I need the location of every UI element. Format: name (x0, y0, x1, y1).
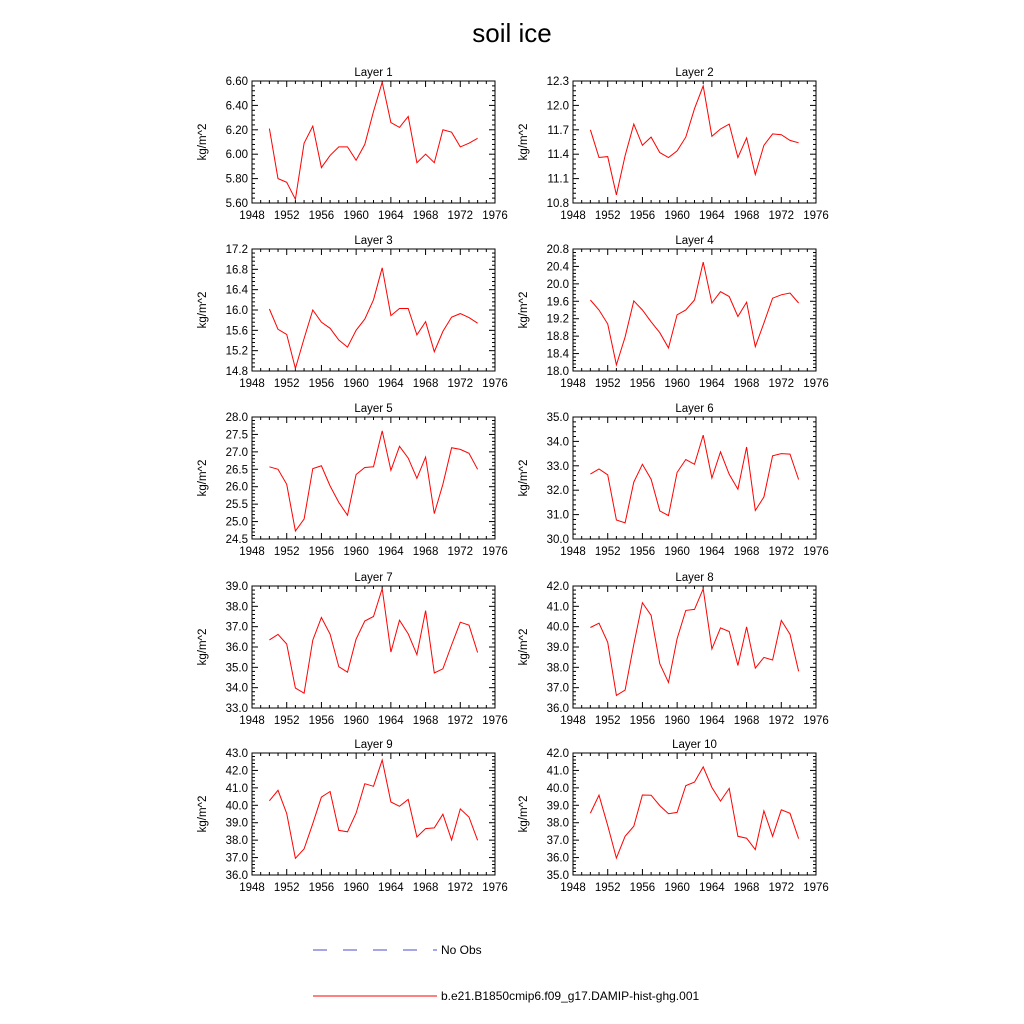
y-axis-label: kg/m^2 (197, 628, 209, 666)
y-tick-label: 20.4 (546, 261, 569, 274)
y-tick-label: 39.0 (546, 642, 569, 654)
x-tick-label: 1964 (699, 882, 725, 894)
y-tick-label: 38.0 (225, 601, 248, 614)
y-axis-label: kg/m^2 (518, 123, 530, 161)
y-tick-label: 39.0 (225, 581, 248, 593)
y-tick-label: 6.60 (225, 76, 248, 88)
x-tick-label: 1960 (664, 378, 690, 390)
y-axis-label: kg/m^2 (197, 123, 209, 161)
x-tick-label: 1952 (273, 378, 300, 390)
x-tick-label: 1972 (768, 882, 795, 894)
x-tick-label: 1968 (412, 715, 439, 727)
x-tick-label: 1968 (733, 546, 760, 558)
panel-layer-6 (518, 403, 829, 558)
series-line (590, 767, 798, 858)
x-tick-label: 1968 (733, 715, 760, 727)
y-tick-label: 35.0 (546, 870, 569, 882)
y-tick-label: 20.8 (546, 244, 569, 256)
x-tick-label: 1964 (699, 378, 725, 390)
x-tick-label: 1956 (629, 546, 656, 558)
x-tick-label: 1972 (447, 882, 474, 894)
y-tick-label: 34.0 (546, 436, 569, 449)
plot-frame (252, 586, 495, 708)
y-axis-label: kg/m^2 (197, 459, 209, 497)
panel-layer-7 (197, 572, 508, 727)
series-line (269, 268, 477, 369)
panel-layer-1 (197, 67, 508, 222)
x-tick-label: 1976 (482, 882, 508, 894)
y-tick-label: 28.0 (225, 412, 248, 424)
y-tick-label: 41.0 (546, 601, 569, 614)
y-tick-label: 6.20 (225, 124, 248, 137)
y-tick-label: 5.80 (225, 173, 248, 186)
panel-title: Layer 7 (354, 572, 393, 584)
legend-label-model: b.e21.B1850cmip6.f09_g17.DAMIP-hist-ghg.001 (441, 989, 700, 1003)
x-tick-label: 1972 (768, 546, 795, 558)
y-tick-label: 5.60 (225, 198, 248, 210)
x-tick-label: 1972 (447, 715, 474, 727)
x-tick-label: 1952 (594, 546, 621, 558)
y-tick-label: 38.0 (546, 817, 569, 830)
panel-title: Layer 10 (672, 739, 717, 751)
y-axis-label: kg/m^2 (518, 459, 530, 497)
y-tick-label: 12.3 (546, 76, 569, 88)
y-tick-label: 6.00 (225, 149, 248, 162)
y-tick-label: 26.5 (225, 464, 248, 477)
x-tick-label: 1956 (629, 715, 656, 727)
x-tick-label: 1952 (273, 546, 300, 558)
x-tick-label: 1960 (664, 210, 690, 222)
y-tick-label: 38.0 (546, 662, 569, 675)
y-tick-label: 19.6 (546, 296, 569, 309)
y-tick-label: 33.0 (225, 703, 248, 715)
panel-title: Layer 5 (354, 403, 393, 415)
x-tick-label: 1948 (239, 378, 265, 390)
x-tick-label: 1956 (308, 715, 335, 727)
y-tick-label: 40.0 (546, 782, 569, 795)
x-tick-label: 1964 (699, 715, 725, 727)
x-tick-label: 1948 (560, 882, 586, 894)
x-tick-label: 1952 (594, 378, 621, 390)
y-tick-label: 40.0 (225, 800, 248, 813)
x-tick-label: 1972 (768, 715, 795, 727)
panel-layer-3 (197, 235, 508, 390)
plot-frame (573, 586, 816, 708)
y-tick-label: 33.0 (546, 460, 569, 473)
x-tick-label: 1968 (412, 210, 439, 222)
x-tick-label: 1952 (594, 715, 621, 727)
x-tick-label: 1976 (482, 210, 508, 222)
plot-frame (252, 249, 495, 371)
y-axis-label: kg/m^2 (197, 291, 209, 329)
plot-frame (252, 417, 495, 539)
y-axis-label: kg/m^2 (518, 291, 530, 329)
x-tick-label: 1964 (378, 882, 404, 894)
x-tick-label: 1976 (803, 546, 829, 558)
y-tick-label: 15.6 (225, 325, 248, 338)
x-tick-label: 1960 (664, 715, 690, 727)
x-tick-label: 1956 (308, 378, 335, 390)
y-axis-label: kg/m^2 (518, 795, 530, 833)
y-tick-label: 38.0 (225, 835, 248, 848)
x-tick-label: 1968 (733, 882, 760, 894)
x-tick-label: 1952 (273, 882, 300, 894)
x-tick-label: 1976 (482, 715, 508, 727)
y-tick-label: 37.0 (546, 682, 569, 695)
y-tick-label: 25.0 (225, 516, 248, 529)
x-tick-label: 1948 (560, 378, 586, 390)
panel-title: Layer 3 (354, 235, 393, 247)
y-tick-label: 42.0 (546, 748, 569, 760)
x-tick-label: 1968 (733, 378, 760, 390)
series-line (590, 262, 798, 365)
x-tick-label: 1960 (664, 546, 690, 558)
x-tick-label: 1968 (412, 378, 439, 390)
x-tick-label: 1960 (343, 378, 369, 390)
x-tick-label: 1960 (343, 715, 369, 727)
y-tick-label: 12.0 (546, 100, 569, 113)
x-tick-label: 1948 (560, 210, 586, 222)
y-axis-label: kg/m^2 (197, 795, 209, 833)
x-tick-label: 1976 (482, 546, 508, 558)
x-tick-label: 1972 (447, 378, 474, 390)
x-tick-label: 1964 (378, 715, 404, 727)
y-tick-label: 36.0 (546, 703, 569, 715)
x-tick-label: 1952 (594, 882, 621, 894)
legend-label-no-obs: No Obs (441, 943, 482, 957)
series-line (590, 589, 798, 696)
x-tick-label: 1956 (308, 210, 335, 222)
x-tick-label: 1968 (733, 210, 760, 222)
y-tick-label: 30.0 (546, 534, 569, 546)
panels-group (197, 67, 829, 894)
y-tick-label: 15.2 (225, 345, 248, 358)
panel-layer-5 (197, 403, 508, 558)
y-tick-label: 36.0 (225, 642, 248, 654)
y-tick-label: 16.8 (225, 264, 248, 277)
x-tick-label: 1976 (803, 715, 829, 727)
series-line (269, 431, 477, 531)
y-tick-label: 42.0 (225, 765, 248, 778)
panel-layer-8 (518, 572, 829, 727)
y-tick-label: 37.0 (225, 621, 248, 634)
y-tick-label: 40.0 (546, 621, 569, 634)
x-tick-label: 1968 (412, 546, 439, 558)
x-tick-label: 1956 (629, 378, 656, 390)
y-tick-label: 10.8 (546, 198, 569, 210)
y-tick-label: 39.0 (225, 817, 248, 830)
panel-title: Layer 1 (354, 67, 393, 79)
x-tick-label: 1976 (803, 378, 829, 390)
plot-frame (573, 81, 816, 203)
y-tick-label: 35.0 (225, 662, 248, 675)
y-tick-label: 41.0 (546, 765, 569, 778)
y-tick-label: 37.0 (225, 852, 248, 865)
x-tick-label: 1952 (273, 210, 300, 222)
legend (313, 943, 699, 1003)
plot-frame (573, 249, 816, 371)
y-tick-label: 35.0 (546, 412, 569, 424)
figure-title: soil ice (472, 18, 552, 48)
y-tick-label: 11.1 (547, 173, 569, 186)
x-tick-label: 1972 (447, 546, 474, 558)
y-tick-label: 11.7 (547, 124, 569, 137)
y-tick-label: 16.4 (225, 284, 248, 297)
x-tick-label: 1964 (699, 546, 725, 558)
series-line (590, 86, 798, 195)
panel-layer-4 (518, 235, 829, 390)
panel-title: Layer 9 (354, 739, 393, 751)
y-tick-label: 32.0 (546, 485, 569, 498)
x-tick-label: 1972 (768, 378, 795, 390)
y-tick-label: 41.0 (225, 782, 248, 795)
x-tick-label: 1948 (239, 882, 265, 894)
panel-layer-10 (518, 739, 829, 894)
x-tick-label: 1964 (699, 210, 725, 222)
y-tick-label: 6.40 (225, 100, 248, 113)
x-tick-label: 1976 (482, 378, 508, 390)
x-tick-label: 1960 (343, 546, 369, 558)
y-tick-label: 14.8 (225, 366, 248, 378)
x-tick-label: 1956 (308, 546, 335, 558)
x-tick-label: 1948 (239, 210, 265, 222)
y-tick-label: 39.0 (546, 800, 569, 813)
y-tick-label: 26.0 (225, 481, 248, 494)
y-tick-label: 43.0 (225, 748, 248, 760)
x-tick-label: 1960 (343, 882, 369, 894)
x-tick-label: 1948 (239, 546, 265, 558)
x-tick-label: 1968 (412, 882, 439, 894)
x-tick-label: 1948 (560, 715, 586, 727)
y-tick-label: 34.0 (225, 682, 248, 695)
y-tick-label: 36.0 (225, 870, 248, 882)
y-tick-label: 18.8 (546, 331, 569, 344)
y-tick-label: 24.5 (225, 534, 248, 546)
x-tick-label: 1976 (803, 210, 829, 222)
x-tick-label: 1976 (803, 882, 829, 894)
x-tick-label: 1956 (629, 882, 656, 894)
x-tick-label: 1948 (239, 715, 265, 727)
x-tick-label: 1960 (343, 210, 369, 222)
panel-title: Layer 2 (675, 67, 714, 79)
y-tick-label: 42.0 (546, 581, 569, 593)
x-tick-label: 1960 (664, 882, 690, 894)
series-line (269, 760, 477, 858)
y-tick-label: 18.0 (546, 366, 569, 378)
plot-frame (573, 417, 816, 539)
y-tick-label: 19.2 (546, 313, 569, 326)
y-tick-label: 25.5 (225, 499, 248, 512)
x-tick-label: 1972 (768, 210, 795, 222)
panel-title: Layer 6 (675, 403, 714, 415)
x-tick-label: 1956 (629, 210, 656, 222)
x-tick-label: 1972 (447, 210, 474, 222)
x-tick-label: 1964 (378, 546, 404, 558)
y-tick-label: 18.4 (546, 348, 569, 361)
y-tick-label: 37.0 (546, 835, 569, 848)
y-tick-label: 27.0 (225, 446, 248, 459)
x-tick-label: 1956 (308, 882, 335, 894)
x-tick-label: 1964 (378, 210, 404, 222)
x-tick-label: 1952 (273, 715, 300, 727)
series-line (269, 82, 477, 199)
panel-layer-2 (518, 67, 829, 222)
y-tick-label: 20.0 (546, 278, 569, 291)
y-tick-label: 36.0 (546, 852, 569, 865)
x-tick-label: 1952 (594, 210, 621, 222)
y-tick-label: 31.0 (546, 509, 569, 522)
panel-title: Layer 8 (675, 572, 714, 584)
x-tick-label: 1964 (378, 378, 404, 390)
y-tick-label: 11.4 (547, 149, 569, 162)
x-tick-label: 1948 (560, 546, 586, 558)
series-line (590, 435, 798, 523)
y-tick-label: 17.2 (225, 244, 248, 256)
y-tick-label: 16.0 (225, 305, 248, 317)
series-line (269, 589, 477, 694)
y-tick-label: 27.5 (225, 429, 248, 442)
y-axis-label: kg/m^2 (518, 628, 530, 666)
panel-layer-9 (197, 739, 508, 894)
panel-title: Layer 4 (675, 235, 714, 247)
